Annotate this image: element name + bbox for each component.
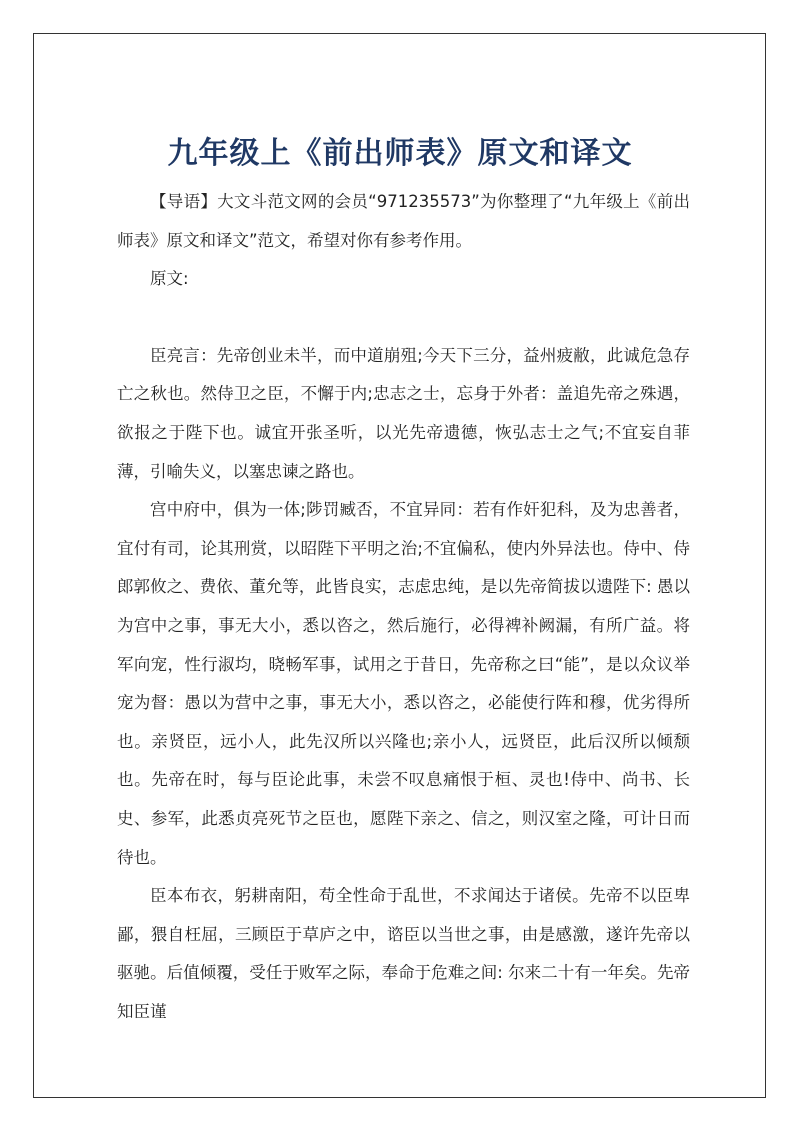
blank-line — [117, 299, 690, 337]
intro-paragraph: 【导语】大文斗范文网的会员“971235573”为你整理了“九年级上《前出师表》原文和译文”范文，希望对你有参考作用。 — [117, 192, 690, 250]
body-paragraph-2: 宫中府中，俱为一体;陟罚臧否，不宜异同：若有作奸犯科，及为忠善者，宜付有司，论其刑赏，以昭陛下平明之治;不宜偏私，使内外异法也。侍中、侍郎郭攸之、费依、董允等，此皆良实，志虑忠纯，是以先帝简拔以遗陛下: 愚以为宫中之事，事无大小，悉以咨之，然后施行，必得裨补阙漏，有所广益。将军向宠，性行淑均，晓畅军事，试用之于昔日，先帝称之曰“能”，是以众议举宠为督：愚以为营中之事，事无大小，悉以咨之，必能使行阵和穆，优劣得所也。亲贤臣，远小人，此先汉所以兴隆也;亲小人，远贤臣，此后汉所以倾颓也。先帝在时，每与臣论此事，未尝不叹息痛恨于桓、灵也!侍中、尚书、长史、参军，此悉贞亮死节之臣也，愿陛下亲之、信之，则汉室之隆，可计日而待也。 — [117, 500, 690, 867]
document-title: 九年级上《前出师表》原文和译文 — [167, 136, 633, 172]
document-body — [117, 183, 690, 1031]
body-paragraph-3: 臣本布衣，躬耕南阳，苟全性命于乱世，不求闻达于诸侯。先帝不以臣卑鄙，猥自枉屈，三顾臣于草庐之中，谘臣以当世之事，由是感激，遂许先帝以驱驰。后值倾覆，受任于败军之际，奉命于危难之间: 尔来二十有一年矣。先帝知臣谨 — [117, 886, 690, 1021]
original-text-label: 原文: — [150, 269, 189, 289]
body-paragraph-1: 臣亮言：先帝创业未半，而中道崩殂;今天下三分，益州疲敝，此诚危急存亡之秋也。然侍卫之臣，不懈于内;忠志之士，忘身于外者：盖追先帝之殊遇，欲报之于陛下也。诚宜开张圣听，以光先帝遗德，恢弘志士之气;不宜妄自菲薄，引喻失义，以塞忠谏之路也。 — [117, 345, 690, 481]
